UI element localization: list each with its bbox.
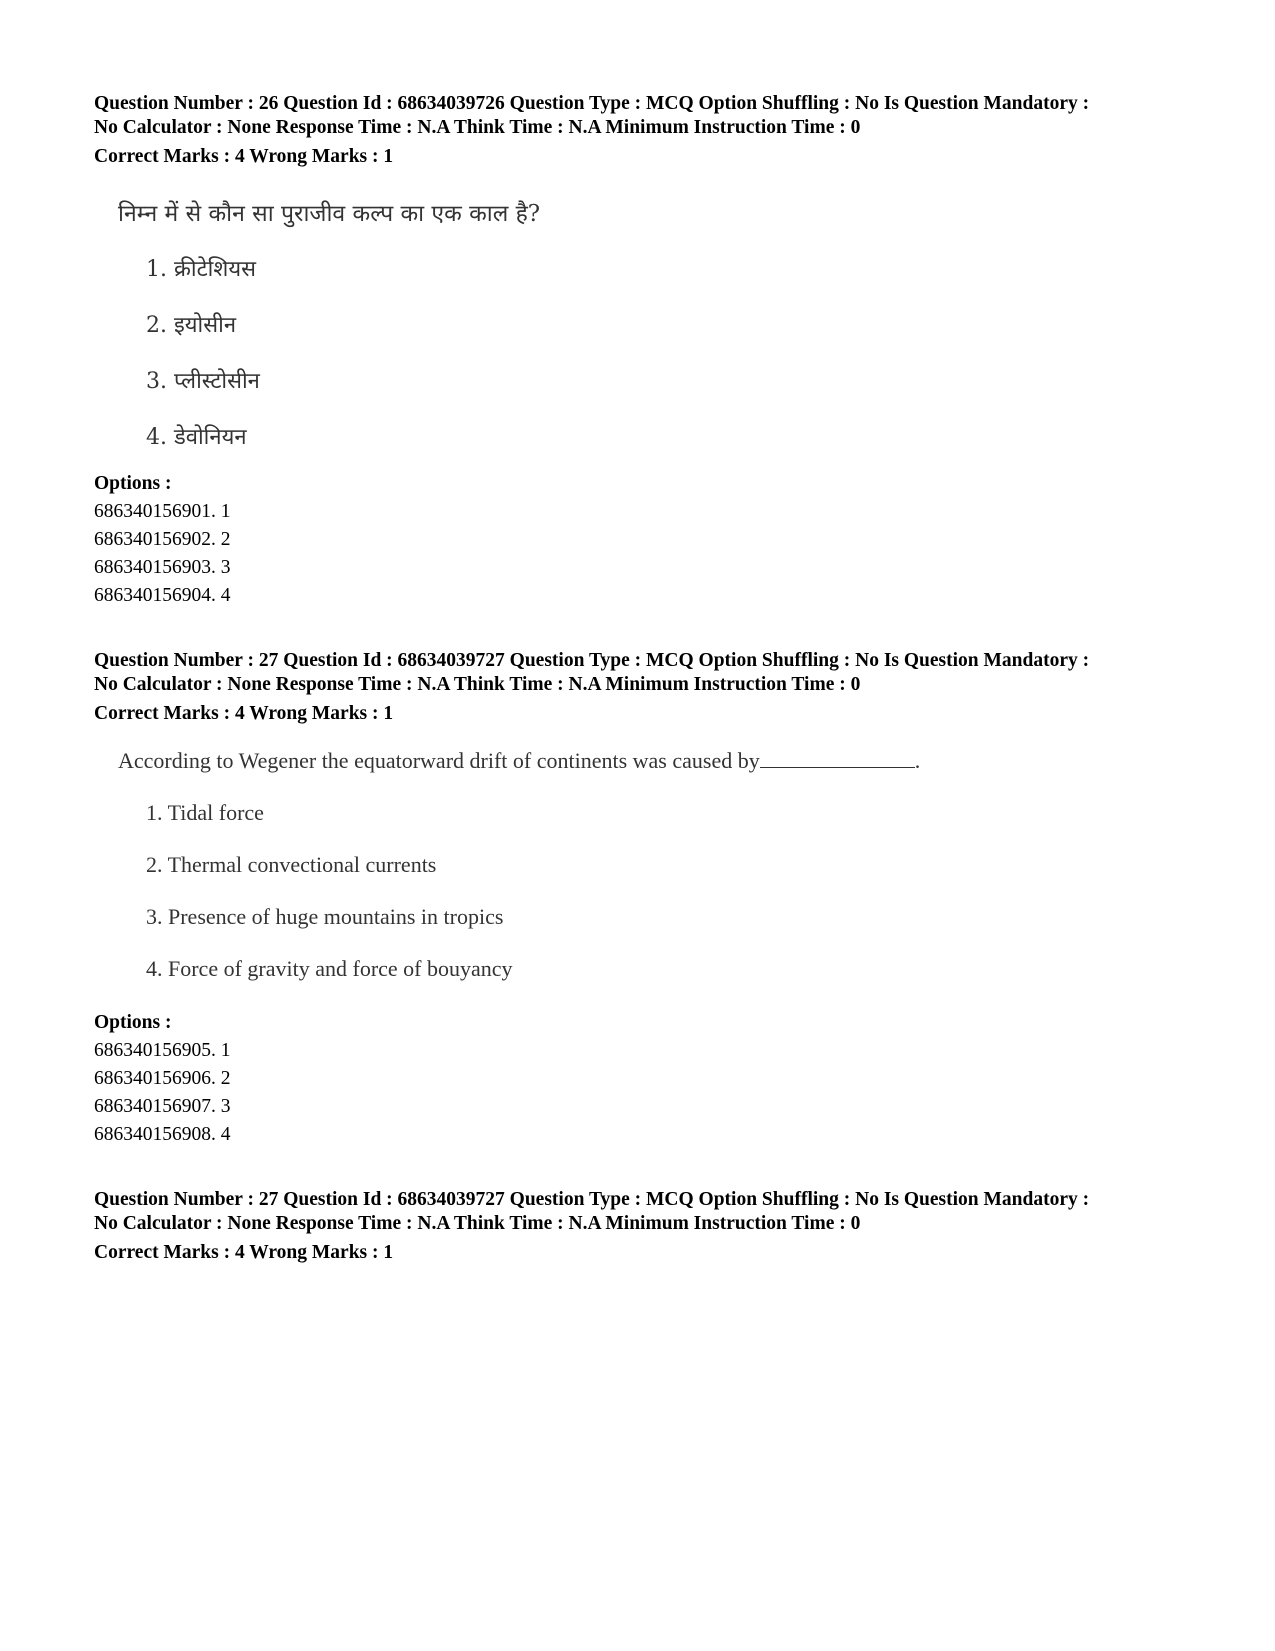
option-item: 686340156908. 4 [94, 1124, 231, 1145]
question-marks: Correct Marks : 4 Wrong Marks : 1 [94, 146, 394, 167]
question-27-text: According to Wegener the equatorward drift of continents was caused by . [118, 748, 921, 773]
question-meta-line2: No Calculator : None Response Time : N.A Think Time : N.A Minimum Instruction Time : 0 [94, 117, 861, 138]
question-26-choice-3: 3. प्लीस्टोसीन [146, 369, 260, 394]
question-marks: Correct Marks : 4 Wrong Marks : 1 [94, 1242, 394, 1263]
answer-blank [760, 766, 915, 768]
question-meta-line1: Question Number : 26 Question Id : 68634039726 Question Type : MCQ Option Shuffling : No Is Question Mandatory : [94, 93, 1090, 114]
question-meta-line1: Question Number : 27 Question Id : 68634039727 Question Type : MCQ Option Shuffling : No Is Question Mandatory : [94, 650, 1090, 671]
question-marks: Correct Marks : 4 Wrong Marks : 1 [94, 703, 394, 724]
question-27-choice-1: 1. Tidal force [146, 800, 264, 825]
question-meta-line2: No Calculator : None Response Time : N.A Think Time : N.A Minimum Instruction Time : 0 [94, 1213, 861, 1234]
options-label: Options : [94, 1012, 172, 1033]
question-27b-header [94, 1188, 1214, 1265]
options-label: Options : [94, 473, 172, 494]
option-item: 686340156903. 3 [94, 557, 231, 578]
question-26-header [94, 92, 1214, 169]
option-item: 686340156907. 3 [94, 1096, 231, 1117]
option-item: 686340156901. 1 [94, 501, 231, 522]
question-27-choice-2: 2. Thermal convectional currents [146, 852, 437, 877]
question-meta-line2: No Calculator : None Response Time : N.A Think Time : N.A Minimum Instruction Time : 0 [94, 674, 861, 695]
question-meta-line1: Question Number : 27 Question Id : 68634039727 Question Type : MCQ Option Shuffling : No Is Question Mandatory : [94, 1189, 1090, 1210]
question-27-header [94, 649, 1214, 726]
question-26-choice-1: 1. क्रीटेशियस [146, 257, 256, 282]
option-item: 686340156905. 1 [94, 1040, 231, 1061]
question-26-choice-2: 2. इयोसीन [146, 313, 237, 338]
question-27-choice-4: 4. Force of gravity and force of bouyancy [146, 956, 513, 981]
option-item: 686340156902. 2 [94, 529, 231, 550]
question-26-text: निम्न में से कौन सा पुराजीव कल्प का एक काल है? [118, 201, 541, 227]
question-26-choice-4: 4. डेवोनियन [146, 425, 247, 450]
option-item: 686340156906. 2 [94, 1068, 231, 1089]
option-item: 686340156904. 4 [94, 585, 231, 606]
question-27-choice-3: 3. Presence of huge mountains in tropics [146, 904, 504, 929]
